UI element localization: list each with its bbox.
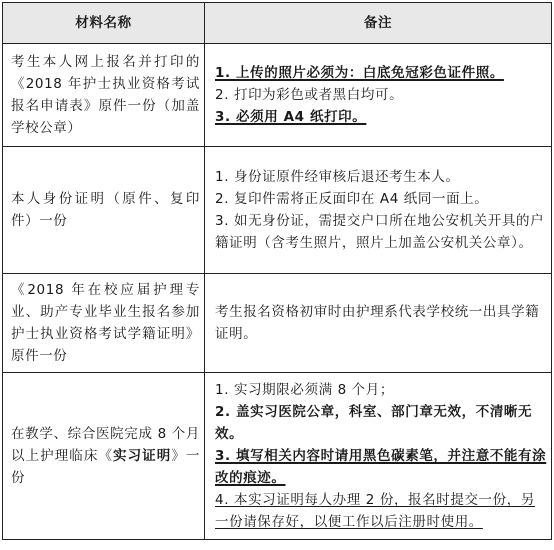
note-item: 1. 实习期限必须满 8 个月；: [215, 382, 394, 398]
table-row: [3, 373, 552, 540]
notes-cell: [205, 274, 552, 373]
requirements-table: [2, 2, 552, 540]
notes-cell: [205, 373, 552, 540]
material-cell: 考生本人网上报名并打印的《2018 年护士执业资格考试报名申请表》原件一份（加盖学校公章）: [3, 44, 205, 147]
note-item: 2. 盖实习医院公章，科室、部门章无效，不清晰无效。: [215, 404, 533, 442]
material-text: 》一份: [11, 448, 201, 486]
material-cell: [3, 373, 205, 540]
note-item: 2. 复印件需将正反面印在 A4 纸同一面上。: [215, 191, 489, 207]
note-item: 3. 必须用 A4 纸打印。: [215, 109, 367, 125]
note-item: 考生报名资格初审时由护理系代表学校统一出具学籍证明。: [215, 304, 540, 342]
material-cell: 《2018 年在校应届护理专业、助产专业毕业生报名参加护士执业资格考试学籍证明》原件一份: [3, 274, 205, 373]
note-item: 3. 如无身份证，需提交户口所在地公安机关开具的户籍证明（含考生照片，照片上加盖公安机关公章）。: [215, 213, 545, 251]
note-item: 2. 打印为彩色或者黑白均可。: [215, 87, 404, 103]
notes-cell: [205, 44, 552, 147]
note-item: 1. 上传的照片必须为：白底免冠彩色证件照。: [215, 65, 504, 81]
table-row: [3, 44, 552, 147]
note-item: 1. 身份证原件经审核后退还考生本人。: [215, 169, 460, 185]
note-item: 3. 填写相关内容时请用黑色碳素笔，并注意不能有涂改的痕迹。: [215, 448, 547, 486]
table-row: [3, 147, 552, 274]
material-emphasis: 实习证明: [113, 448, 172, 464]
table-row: [3, 274, 552, 373]
material-text: 在教学、综合医院完成 8 个月以上护理临床《: [11, 426, 200, 464]
header-notes: 备注: [205, 3, 552, 44]
header-material: 材料名称: [3, 3, 205, 44]
note-item: 4. 本实习证明每人办理 2 份，报名时提交一份，另一份请保存好，以便工作以后注册时使用。: [215, 492, 535, 530]
notes-cell: [205, 147, 552, 274]
table-header-row: [3, 3, 552, 44]
material-cell: 本人身份证明（原件、复印件）一份: [3, 147, 205, 274]
